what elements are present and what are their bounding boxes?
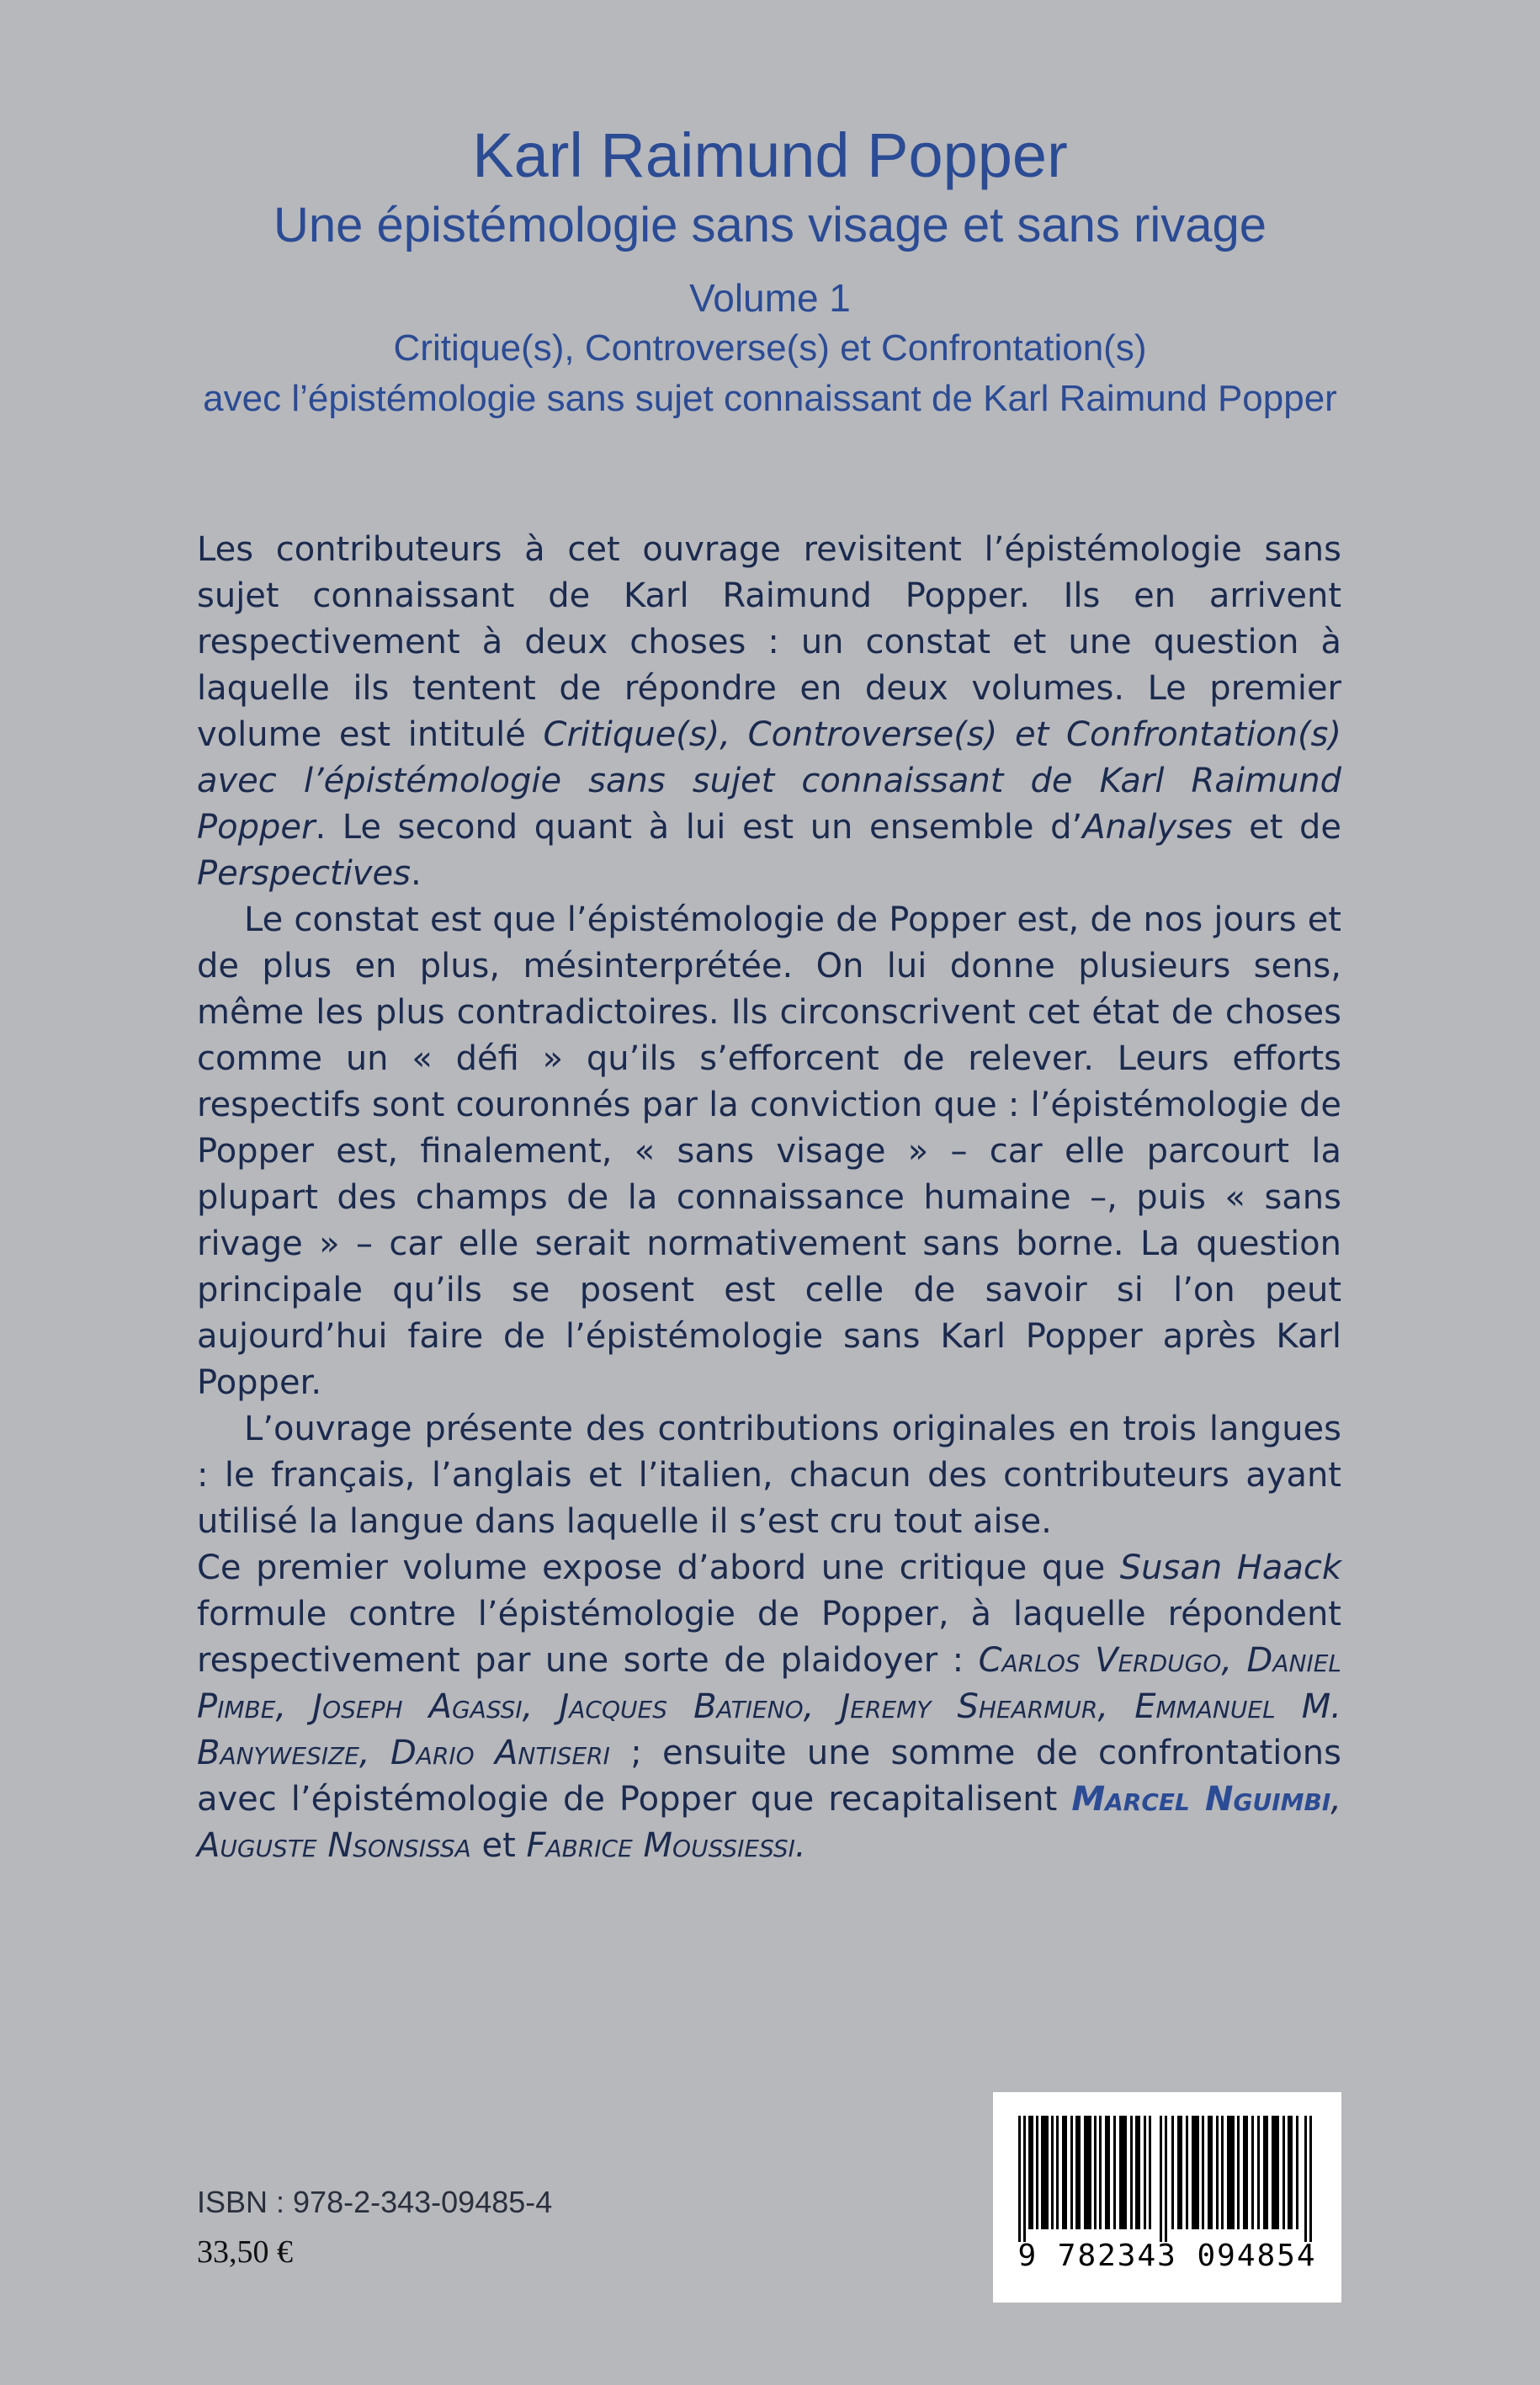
p1-volume-title: Critique(s), Controverse(s) et Confrontation(s) avec l’épistémologie sans sujet connaissant de Karl Raimund Popper: [197, 715, 1341, 847]
book-title: Karl Raimund Popper: [472, 120, 1068, 190]
author-pimbe: Daniel Pimbe,: [197, 1641, 1341, 1726]
paragraph-3: L’ouvrage présente des contributions originales en trois langues : le français, l’anglais et l’italien, chacun des contributeurs ayant utilisé la langue dans laquelle il s’est cru tout aise.: [197, 1410, 1341, 1541]
p4-text-b: formule contre l’épistémologie de Popper, à laquelle répondent respectivement par une sorte de plaidoyer :: [197, 1595, 1341, 1680]
volume-subtitle-line2: avec l’épistémologie sans sujet connaissant de Karl Raimund Popper: [203, 378, 1337, 419]
author-shearmur: Jeremy Shearmur,: [840, 1687, 1109, 1726]
author-nguimbi: Marcel Nguimbi: [1071, 1780, 1331, 1819]
book-header: [0, 118, 1540, 424]
p1-text-c: et de: [1232, 808, 1341, 847]
barcode: [993, 2092, 1341, 2303]
author-banywesize: Emmanuel M. Banywesize,: [197, 1687, 1341, 1772]
author-agassi: Joseph Agassi,: [312, 1687, 534, 1726]
volume-subtitle-line1: Critique(s), Controverse(s) et Confrontation(s): [393, 327, 1147, 369]
isbn-label: ISBN : 978-2-343-09485-4: [197, 2185, 553, 2219]
p4-text-a: Ce premier volume expose d’abord une critique que: [197, 1548, 1120, 1587]
barcode-bars: [1015, 2116, 1320, 2242]
paragraph-4: [197, 1545, 1341, 1869]
back-cover-blurb: [197, 527, 1341, 1869]
author-nsonsissa: Auguste Nsonsissa: [197, 1826, 471, 1865]
p1-analyses: Analyses: [1082, 808, 1233, 847]
paragraph-1: [197, 527, 1341, 897]
author-haack: Susan Haack: [1119, 1548, 1341, 1587]
volume-label: Volume 1: [689, 276, 851, 320]
book-subtitle: Une épistémologie sans visage et sans rivage: [273, 198, 1267, 252]
author-verdugo: Carlos Verdugo,: [978, 1641, 1233, 1680]
name-separator: ,: [1330, 1780, 1342, 1819]
barcode-digits: 9 782343 094854: [1017, 2239, 1317, 2273]
author-antiseri: Dario Antiseri: [390, 1734, 610, 1772]
p1-text-b: . Le second quant à lui est un ensemble d’: [315, 808, 1083, 847]
p1-text-d: .: [410, 854, 422, 893]
p4-text-c: ; ensuite une somme de confrontations avec l’épistémologie de Popper que recapitalisent: [197, 1734, 1341, 1819]
p1-perspectives: Perspectives: [197, 854, 411, 893]
author-batieno: Jacques Batieno,: [559, 1687, 815, 1726]
paragraph-2: Le constat est que l’épistémologie de Popper est, de nos jours et de plus en plus, mésinterprétée. On lui donne plusieurs sens, même les plus contradictoires. Ils circonscrivent cet état de choses comme un « défi » qu’ils s’efforcent de relever. Leurs efforts respectifs sont couronnés par la conviction que : l’épistémologie de Popper est, finalement, « sans visage » – car elle parcourt la plupart des champs de la connaissance humaine –, puis « sans rivage » – car elle serait normativement sans borne. La question principale qu’ils se posent est celle de savoir si l’on peut aujourd’hui faire de l’épistémologie sans Karl Popper après Karl Popper.: [197, 900, 1341, 1402]
p4-and: et: [470, 1826, 527, 1865]
author-moussiessi: Fabrice Moussiessi.: [526, 1826, 806, 1865]
price-label: 33,50 €: [197, 2234, 293, 2270]
p1-text-a: Les contributeurs à cet ouvrage revisitent l’épistémologie sans sujet connaissant de Karl Raimund Popper. Ils en arrivent respectivement à deux choses : un constat et une question à laquelle ils tentent de répondre en deux volumes. Le premier volume est intitulé: [197, 530, 1341, 754]
